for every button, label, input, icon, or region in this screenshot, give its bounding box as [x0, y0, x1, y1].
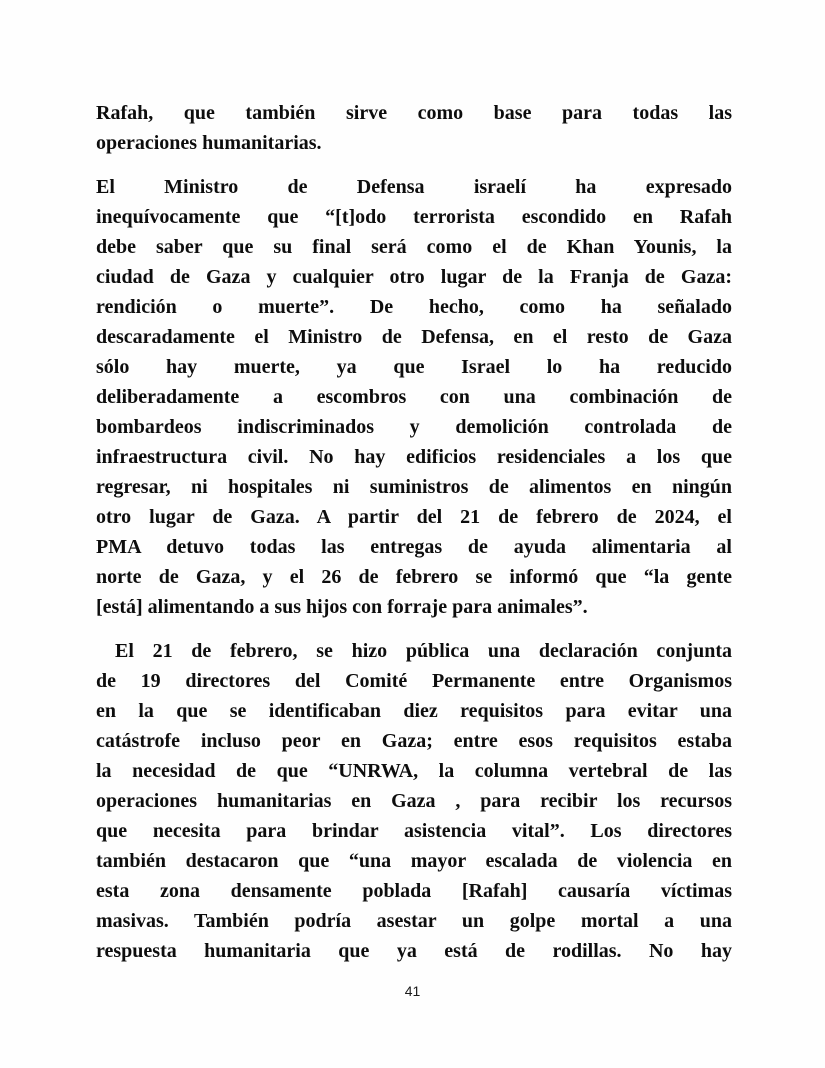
text-line: también destacaron que “una mayor escalada de violencia en: [96, 850, 732, 872]
text-line: respuesta humanitaria que ya está de rodillas. No hay: [96, 940, 732, 962]
text-line: norte de Gaza, y el 26 de febrero se informó que “la gente: [96, 566, 732, 588]
text-line: masivas. También podría asestar un golpe mortal a una: [96, 910, 732, 932]
text-line: regresar, ni hospitales ni suministros de alimentos en ningún: [96, 476, 732, 498]
text-line: [está] alimentando a sus hijos con forraje para animales”.: [96, 596, 588, 618]
page-body: [96, 98, 732, 980]
text-line: Rafah, que también sirve como base para todas las: [96, 102, 732, 124]
paragraph-2: [96, 172, 732, 622]
text-line: bombardeos indiscriminados y demolición controlada de: [96, 416, 732, 438]
text-line: deliberadamente a escombros con una combinación de: [96, 386, 732, 408]
text-line: de 19 directores del Comité Permanente entre Organismos: [96, 670, 732, 692]
text-line: infraestructura civil. No hay edificios residenciales a los que: [96, 446, 732, 468]
text-line: otro lugar de Gaza. A partir del 21 de febrero de 2024, el: [96, 506, 732, 528]
text-line: esta zona densamente poblada [Rafah] causaría víctimas: [96, 880, 732, 902]
text-line: en la que se identificaban diez requisitos para evitar una: [96, 700, 732, 722]
text-line: debe saber que su final será como el de Khan Younis, la: [96, 236, 732, 258]
text-line: ciudad de Gaza y cualquier otro lugar de la Franja de Gaza:: [96, 266, 732, 288]
text-line: El 21 de febrero, se hizo pública una declaración conjunta: [115, 640, 732, 662]
paragraph-1: [96, 98, 732, 158]
text-line: El Ministro de Defensa israelí ha expresado: [96, 176, 732, 198]
page-number: 41: [404, 983, 421, 999]
text-line: sólo hay muerte, ya que Israel lo ha reducido: [96, 356, 732, 378]
text-line: inequívocamente que “[t]odo terrorista escondido en Rafah: [96, 206, 732, 228]
text-line: descaradamente el Ministro de Defensa, en el resto de Gaza: [96, 326, 732, 348]
text-line: la necesidad de que “UNRWA, la columna vertebral de las: [96, 760, 732, 782]
paragraph-3: [96, 636, 732, 966]
text-line: catástrofe incluso peor en Gaza; entre esos requisitos estaba: [96, 730, 732, 752]
text-line: operaciones humanitarias en Gaza , para recibir los recursos: [96, 790, 732, 812]
text-line: que necesita para brindar asistencia vital”. Los directores: [96, 820, 732, 842]
text-line: operaciones humanitarias.: [96, 132, 322, 154]
text-line: rendición o muerte”. De hecho, como ha señalado: [96, 296, 732, 318]
text-line: PMA detuvo todas las entregas de ayuda alimentaria al: [96, 536, 732, 558]
